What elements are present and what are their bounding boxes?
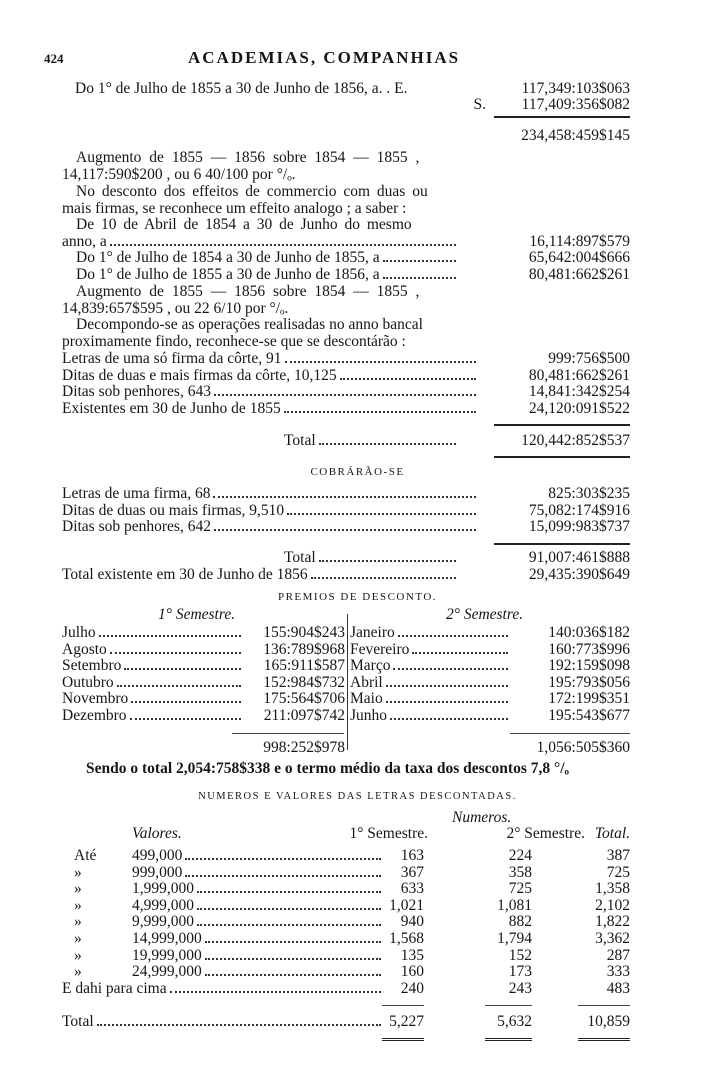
subtotal-rule — [485, 1005, 532, 1006]
row-label: Total — [62, 1013, 94, 1030]
total-count: 1,358 — [595, 880, 630, 898]
total-count: 483 — [606, 980, 630, 997]
paragraph-text: Augmento de 1855 — 1856 sobre 1854 — 1855 , — [76, 149, 420, 166]
row-label: 14,999,000 — [132, 930, 202, 947]
premios-row-2nd-semester — [350, 641, 630, 658]
row-prefix: » — [74, 863, 82, 881]
total-count: 287 — [606, 946, 630, 964]
semester-1-column-heading: 1° Semestre. — [349, 825, 428, 842]
column-divider — [347, 614, 348, 750]
row-label: Ditas de duas e mais firmas da côrte, 10,125 — [62, 366, 337, 384]
row-value: 29,435:390$649 — [528, 566, 630, 583]
intro-line2-label: S. — [473, 96, 486, 113]
valores-heading: Valores. — [132, 825, 182, 842]
dot-leader — [214, 529, 476, 531]
dot-leader — [386, 685, 508, 687]
dot-leader — [284, 411, 476, 413]
total-count: 10,859 — [587, 1013, 630, 1030]
total-count: 1,822 — [595, 913, 630, 931]
dot-leader — [386, 701, 508, 703]
row-label: 1,999,000 — [132, 880, 194, 898]
descontada-row — [62, 400, 630, 417]
dot-leader — [205, 958, 381, 960]
semester-2-count: 173 — [508, 963, 532, 981]
dot-leader — [398, 635, 508, 637]
semester-2-count: 5,632 — [497, 1013, 532, 1030]
section-heading: COBRÁRÃO-SE — [310, 466, 405, 478]
dot-leader — [197, 891, 381, 893]
row-label: Novembro — [62, 690, 129, 708]
row-prefix: » — [74, 913, 82, 931]
intro-line1-value: 117,349:103$063 — [521, 80, 630, 97]
row-label: Outubro — [62, 673, 114, 691]
semester-1-count: 135 — [400, 946, 424, 964]
paragraph-text: Decompondo-se as operações realisadas no anno bancal — [76, 316, 423, 333]
subtotal-rule — [382, 1005, 424, 1006]
row-label: 9,999,000 — [132, 913, 194, 931]
semester-1-count: 633 — [400, 880, 424, 898]
row-label: Existentes em 30 de Junho de 1855 — [62, 399, 281, 417]
premios-row-2nd-semester — [350, 674, 630, 691]
cobrarao-row — [62, 485, 630, 502]
paragraph-text: mais firmas, se reconhece um effeito analogo ; a saber : — [62, 200, 407, 217]
row-value: 211:097$742 — [263, 707, 345, 724]
row-value: 195:543$677 — [548, 707, 630, 724]
dot-leader — [340, 378, 476, 380]
premios-row-2nd-semester — [350, 707, 630, 724]
row-label: Janeiro — [350, 624, 395, 641]
paragraph-text: Augmento de 1855 — 1856 sobre 1854 — 1855 , — [76, 283, 420, 300]
dot-leader — [170, 991, 381, 993]
total-double-rule — [578, 1038, 630, 1041]
row-label: Fevereiro — [350, 640, 410, 658]
intro-sum: 234,458:459$145 — [521, 127, 630, 144]
dot-leader — [197, 908, 381, 910]
descontada-row — [62, 383, 630, 400]
row-label: Ditas de duas ou mais firmas, 9,510 — [62, 501, 285, 519]
paragraph-row — [62, 233, 630, 250]
row-value: 155:904$243 — [263, 624, 345, 641]
row-label: Letras de uma só firma da côrte, 91 — [62, 350, 282, 367]
row-label: 4,999,000 — [132, 896, 194, 914]
dot-leader — [124, 668, 241, 670]
row-label-with-leader — [132, 947, 385, 964]
semester-2-count: 882 — [508, 913, 532, 931]
dot-leader — [205, 974, 381, 976]
row-value: 91,007:461$888 — [528, 549, 630, 566]
dot-leader — [130, 718, 241, 720]
intro-line1-label: Do 1° de Julho de 1855 a 30 de Junho de 1856, a. . E. — [75, 80, 408, 97]
semester-2-count: 1,794 — [497, 930, 532, 947]
total-column-heading: Total. — [594, 825, 630, 842]
row-value: 75,082:174$916 — [528, 501, 630, 519]
row-prefix: Até — [74, 847, 97, 864]
dot-leader — [213, 496, 476, 498]
row-label-with-leader — [132, 913, 385, 930]
semester-2-column-heading: 2° Semestre. — [506, 825, 585, 842]
semester-2-count: 725 — [508, 880, 532, 898]
premios-row-1st-semester — [62, 674, 345, 691]
row-label: Do 1° de Julho de 1854 a 30 de Junho de 1855, a — [76, 249, 380, 266]
row-value: 80,481:662$261 — [528, 266, 630, 283]
row-label: Maio — [350, 690, 383, 708]
dot-leader — [285, 361, 477, 363]
dot-leader — [393, 668, 508, 670]
semester-1-count: 240 — [400, 980, 424, 997]
semester-2-count: 358 — [508, 863, 532, 881]
intro-line2-value: 117,409:356$082 — [521, 96, 630, 113]
row-value: 152:984$732 — [263, 673, 345, 691]
descontada-row — [62, 350, 630, 367]
total-rule — [494, 424, 630, 426]
row-label: Do 1° de Julho de 1855 a 30 de Junho de 1856, a — [76, 266, 380, 283]
row-value: 165:911$587 — [263, 657, 345, 675]
row-label: Dezembro — [62, 707, 127, 724]
paragraph-row — [62, 266, 630, 283]
semester-1-count: 5,227 — [389, 1013, 424, 1030]
row-value: 80,481:662$261 — [528, 366, 630, 384]
row-label-with-leader — [62, 1013, 385, 1030]
row-label: Letras de uma firma, 68 — [62, 485, 211, 502]
row-value: 65,642:004$666 — [528, 249, 630, 266]
semester-2-heading: 2° Semestre. — [446, 606, 524, 623]
row-value: 16,114:897$579 — [529, 233, 630, 250]
row-label-with-leader — [132, 930, 385, 947]
paragraph-text: proximamente findo, reconhece-se que se descontárão : — [62, 333, 406, 350]
dot-leader — [131, 701, 241, 703]
row-value: 172:199$351 — [548, 690, 630, 708]
row-label: 999,000 — [132, 863, 183, 881]
row-value: 14,841:342$254 — [528, 383, 630, 401]
semester-1-count: 160 — [400, 963, 424, 981]
premios-row-2nd-semester — [350, 690, 630, 707]
dot-leader — [214, 394, 476, 396]
row-prefix: » — [74, 963, 82, 981]
semester-2-count: 152 — [508, 946, 532, 964]
semester-2-total: 1,056:505$360 — [536, 739, 630, 756]
semester-1-count: 1,021 — [389, 896, 424, 914]
total-count: 2,102 — [595, 896, 630, 914]
total-rule — [494, 456, 630, 458]
row-value: 160:773$996 — [548, 640, 630, 658]
cobrarao-row — [62, 518, 630, 535]
dot-leader — [110, 244, 456, 246]
paragraph-text: De 10 de Abril de 1854 a 30 de Junho do mesmo — [76, 216, 412, 233]
row-label-with-leader — [132, 880, 385, 897]
descontada-row — [62, 367, 630, 384]
dot-leader — [185, 858, 381, 860]
semester-1-count: 1,568 — [389, 930, 424, 947]
numeros-heading: Numeros. — [452, 809, 512, 826]
paragraph-text: 14,839:657$595 , ou 22 6/10 por °/ₒ. — [62, 300, 289, 317]
paragraph-row — [62, 249, 630, 266]
row-label-with-leader — [62, 980, 385, 997]
row-value: 175:564$706 — [263, 690, 345, 708]
row-label: 499,000 — [132, 847, 183, 864]
total-count: 3,362 — [595, 930, 630, 947]
semester-2-count: 1,081 — [497, 896, 532, 914]
row-label: Ditas sob penhores, 643 — [62, 383, 211, 401]
semester-2-count: 224 — [508, 847, 532, 864]
row-label-with-leader — [132, 864, 385, 881]
dot-leader — [99, 635, 241, 637]
row-prefix: » — [74, 930, 82, 947]
row-label: Ditas sob penhores, 642 — [62, 518, 211, 536]
paragraph-text: No desconto dos effeitos de commercio com duas ou — [76, 183, 428, 200]
total-count: 333 — [606, 963, 630, 981]
row-label: Julho — [62, 624, 96, 641]
row-value: 999:756$500 — [548, 350, 630, 367]
row-label: 24,999,000 — [132, 963, 202, 981]
premios-row-1st-semester — [62, 657, 345, 674]
dot-leader — [205, 941, 381, 943]
row-prefix: » — [74, 946, 82, 964]
section-heading: PREMIOS DE DESCONTO. — [277, 591, 438, 603]
row-label: anno, a — [62, 233, 107, 250]
row-value: 825:303$235 — [548, 485, 630, 502]
row-label-with-leader — [132, 963, 385, 980]
row-label: 19,999,000 — [132, 946, 202, 964]
dot-leader — [110, 652, 241, 654]
dot-leader — [185, 875, 381, 877]
page-title: ACADEMIAS, COMPANHIAS — [188, 48, 461, 67]
dot-leader — [97, 1024, 381, 1026]
premios-summary: Sendo o total 2,054:758$338 e o termo médio da taxa dos descontos 7,8 °/ₒ — [86, 760, 569, 777]
dot-leader — [390, 718, 508, 720]
descontadas-total-row — [62, 432, 630, 449]
dot-leader — [197, 924, 381, 926]
row-label: Total — [284, 549, 316, 566]
dot-leader — [287, 513, 476, 515]
section-heading: NUMEROS E VALORES DAS LETRAS DESCONTADAS. — [198, 791, 517, 802]
semester-1-total: 998:252$978 — [263, 739, 345, 756]
total-count: 725 — [606, 863, 630, 881]
row-value: 140:036$182 — [548, 624, 630, 641]
semester-1-heading: 1° Semestre. — [158, 606, 236, 623]
row-label-with-leader — [132, 897, 385, 914]
row-prefix: » — [74, 880, 82, 898]
paragraph-text: 14,117:590$200 , ou 6 40/100 por °/ₒ. — [62, 166, 296, 183]
semester-1-count: 940 — [400, 913, 424, 931]
row-value: 120,442:852$537 — [521, 432, 630, 449]
row-label: Total — [284, 432, 316, 449]
semester-2-count: 243 — [508, 980, 532, 997]
subtotal-rule — [578, 1005, 630, 1006]
semester-1-count: 367 — [400, 863, 424, 881]
row-value: 15,099:983$737 — [528, 518, 630, 536]
row-label: Junho — [350, 707, 388, 724]
row-label-with-leader — [132, 847, 385, 864]
dot-leader — [319, 443, 456, 445]
row-value: 136:789$968 — [263, 640, 345, 658]
total-rule — [510, 733, 630, 734]
premios-row-2nd-semester — [350, 657, 630, 674]
row-label: Setembro — [62, 657, 122, 675]
row-label: Total existente em 30 de Junho de 1856 — [62, 566, 308, 583]
row-value: 195:793$056 — [548, 673, 630, 691]
total-rule — [232, 733, 344, 734]
premios-row-1st-semester — [62, 624, 345, 641]
sum-rule — [494, 116, 630, 118]
premios-row-1st-semester — [62, 707, 345, 724]
dot-leader — [311, 577, 456, 579]
total-double-rule — [485, 1038, 532, 1041]
cobrarao-row — [62, 502, 630, 519]
semester-1-count: 163 — [400, 847, 424, 864]
row-label: E dahi para cima — [62, 980, 167, 997]
row-prefix: » — [74, 896, 82, 914]
row-label: Março — [350, 657, 391, 675]
total-rule — [494, 543, 630, 545]
total-double-rule — [382, 1038, 424, 1041]
dot-leader — [117, 685, 241, 687]
cobrarao-existente-row — [62, 566, 630, 583]
dot-leader — [412, 652, 508, 654]
dot-leader — [319, 560, 456, 562]
premios-row-1st-semester — [62, 641, 345, 658]
premios-row-1st-semester — [62, 690, 345, 707]
dot-leader — [383, 277, 456, 279]
page-number: 424 — [44, 51, 64, 66]
row-value: 192:159$098 — [548, 657, 630, 675]
row-label: Agosto — [62, 640, 107, 658]
row-value: 24,120:091$522 — [528, 399, 630, 417]
total-count: 387 — [606, 847, 630, 864]
row-label: Abril — [350, 673, 383, 691]
premios-row-2nd-semester — [350, 624, 630, 641]
dot-leader — [383, 260, 456, 262]
cobrarao-total-row — [62, 549, 630, 566]
